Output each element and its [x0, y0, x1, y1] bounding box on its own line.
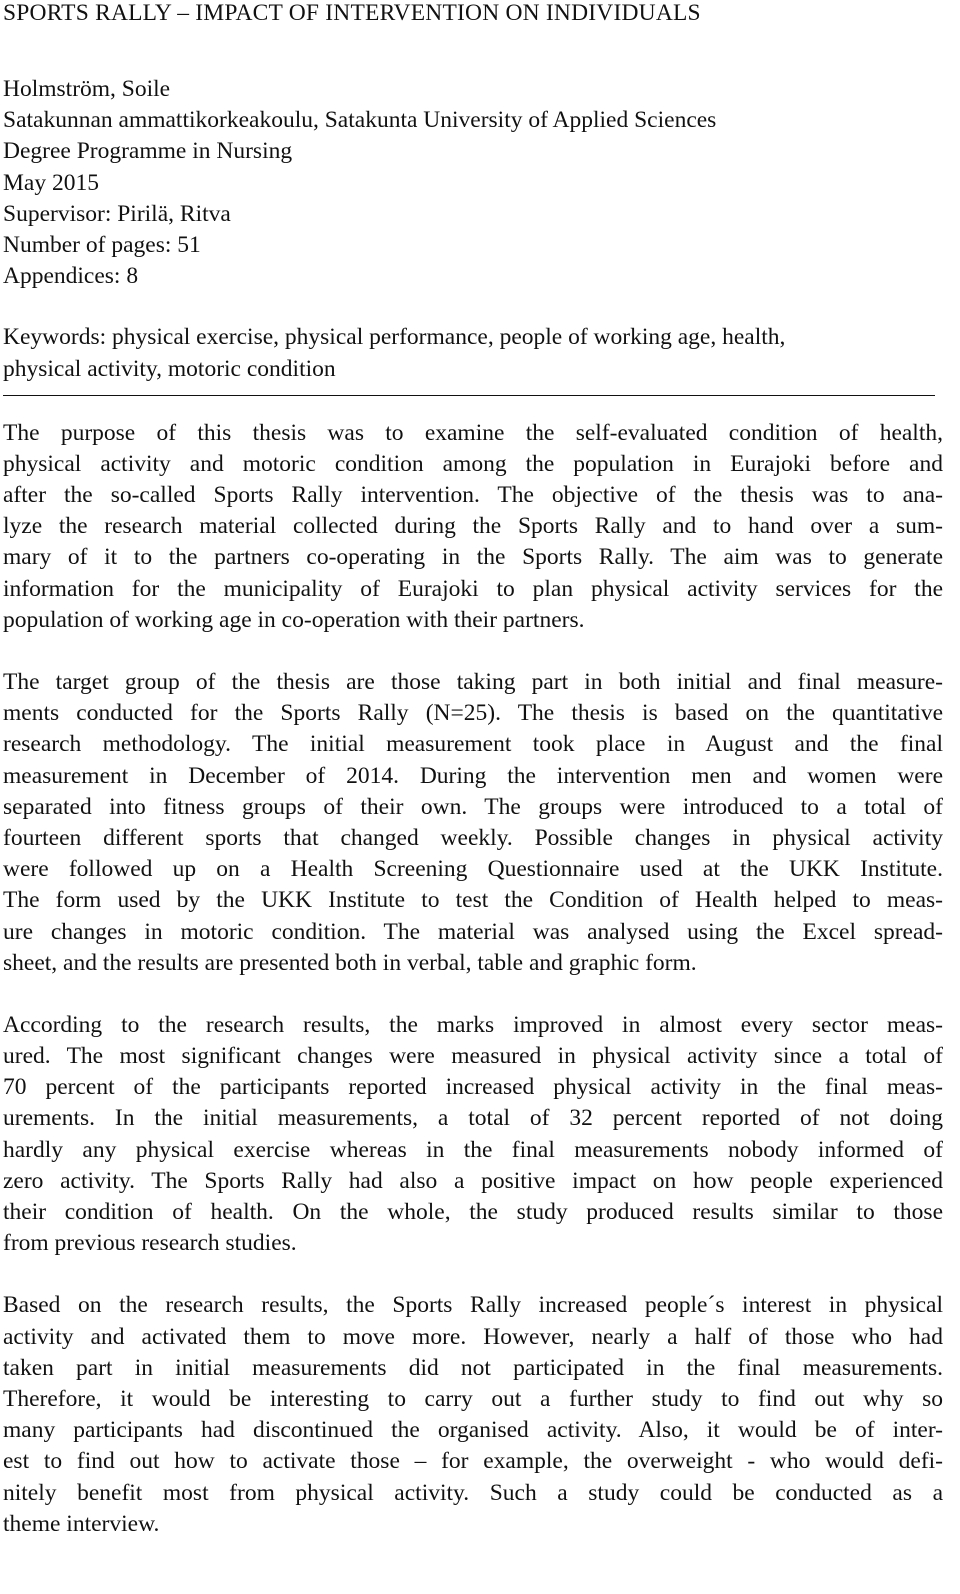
keywords-line: Keywords: physical exercise, physical performance, people of working age, health,	[3, 324, 786, 351]
text-line: lyze the research material collected during the Sports Rally and to hand over a sum-	[3, 513, 943, 540]
abstract-body	[3, 418, 943, 1540]
text-line: separated into fitness groups of their own. The groups were introduced to a total of	[3, 793, 943, 820]
appendices: Appendices: 8	[3, 263, 139, 290]
text-line: activity and activated them to move more. However, nearly a half of those who had	[3, 1323, 943, 1350]
text-line: hardly any physical exercise whereas in the final measurements nobody informed of	[3, 1136, 943, 1163]
text-line: mary of it to the partners co-operating in the Sports Rally. The aim was to generate	[3, 544, 943, 571]
document-title: SPORTS RALLY – IMPACT OF INTERVENTION ON INDIVIDUALS	[3, 0, 701, 26]
text-line: The target group of the thesis are those taking part in both initial and final measure-	[3, 669, 943, 695]
text-line: from previous research studies.	[3, 1230, 297, 1257]
text-line: Therefore, it would be interesting to carry out a further study to find out why so	[3, 1385, 943, 1412]
separator-rule	[3, 395, 935, 396]
text-line: urements. In the initial measurements, a total of 32 percent reported of not doing	[3, 1105, 943, 1132]
text-line: ments conducted for the Sports Rally (N=25). The thesis is based on the quantitative	[3, 700, 943, 727]
text-line: est to find out how to activate those – for example, the overweight - who would defi-	[3, 1448, 943, 1475]
text-line: fourteen different sports that changed weekly. Possible changes in physical activity	[3, 824, 943, 851]
abstract-paragraph	[3, 1010, 943, 1260]
document-page	[3, 0, 943, 1540]
text-line: nitely benefit most from physical activity. Such a study could be conducted as a	[3, 1479, 943, 1506]
keywords	[3, 322, 943, 384]
text-line: information for the municipality of Eurajoki to plan physical activity services for the	[3, 575, 943, 602]
text-line: after the so-called Sports Rally intervention. The objective of the thesis was to ana-	[3, 482, 943, 509]
keywords-line: physical activity, motoric condition	[3, 355, 336, 382]
text-line: were followed up on a Health Screening Questionnaire used at the UKK Institute.	[3, 856, 943, 883]
text-line: 70 percent of the participants reported increased physical activity in the final meas-	[3, 1074, 943, 1101]
text-line: many participants had discontinued the organised activity. Also, it would be of inter-	[3, 1417, 943, 1444]
text-line: physical activity and motoric condition among the population in Eurajoki before and	[3, 450, 943, 477]
text-line: ure changes in motoric condition. The material was analysed using the Excel spread-	[3, 918, 943, 945]
text-line: zero activity. The Sports Rally had also a positive impact on how people experienced	[3, 1167, 943, 1194]
supervisor: Supervisor: Pirilä, Ritva	[3, 200, 231, 227]
date: May 2015	[3, 169, 99, 196]
degree-programme: Degree Programme in Nursing	[3, 138, 293, 165]
abstract-paragraph	[3, 667, 943, 979]
text-line: their condition of health. On the whole, the study produced results similar to those	[3, 1199, 943, 1225]
institution: Satakunnan ammattikorkeakoulu, Satakunta University of Applied Sciences	[3, 107, 717, 134]
thesis-metadata	[3, 74, 943, 292]
text-line: Based on the research results, the Sports Rally increased people´s interest in physical	[3, 1292, 943, 1319]
text-line: The form used by the UKK Institute to test the Condition of Health helped to meas-	[3, 887, 943, 914]
author: Holmström, Soile	[3, 76, 171, 102]
text-line: According to the research results, the marks improved in almost every sector meas-	[3, 1011, 943, 1038]
text-line: taken part in initial measurements did not participated in the final measurements.	[3, 1354, 943, 1381]
text-line: theme interview.	[3, 1510, 160, 1537]
abstract-paragraph	[3, 418, 943, 636]
text-line: research methodology. The initial measurement took place in August and the final	[3, 731, 943, 758]
abstract-paragraph	[3, 1290, 943, 1540]
text-line: sheet, and the results are presented both in verbal, table and graphic form.	[3, 949, 697, 976]
page-count: Number of pages: 51	[3, 231, 201, 258]
text-line: measurement in December of 2014. During the intervention men and women were	[3, 762, 943, 789]
text-line: The purpose of this thesis was to examine the self-evaluated condition of health,	[3, 419, 943, 446]
text-line: population of working age in co-operation with their partners.	[3, 606, 585, 633]
text-line: ured. The most significant changes were measured in physical activity since a total of	[3, 1043, 943, 1070]
